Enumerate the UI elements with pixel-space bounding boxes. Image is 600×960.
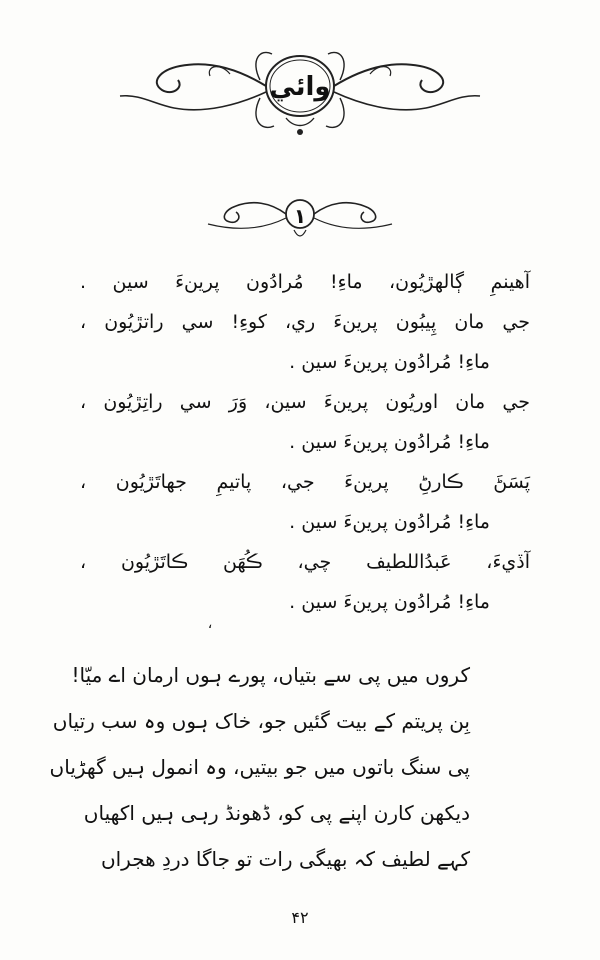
sindhi-verses [80, 262, 530, 622]
urdu-verse-line: دیکھن کارن اپنے پی کو، ڈھونڈ رہی ہیں اکھیاں [83, 801, 470, 825]
verse-line: پَسَڻَ ڪارڻِ پرينءَ جي، پاتيمِ جهاتَڙيُون ، [80, 471, 530, 493]
verse-line: آهينمِ ڳالھڙيُون، ماءِ! مُرادُون پرينءَ سين . [80, 271, 530, 293]
punctuation-mark: ، [207, 616, 213, 632]
urdu-verses [49, 652, 470, 882]
refrain-line: ماءِ! مُرادُون پرينءَ سين . [289, 591, 490, 613]
verse-line: آڏيءَ، عَبدُاللطيف چي، ڪُهَن ڪاتَڙيُون ، [80, 551, 530, 573]
verse-line: جي مان پِيبُون پرينءَ ري، کوءِ! سي راتڙيُون ، [80, 311, 530, 333]
refrain-line: ماءِ! مُرادُون پرينءَ سين . [289, 431, 490, 453]
urdu-verse-line: کروں میں پی سے بتیاں، پورے ہوں ارمان اے میّا! [71, 663, 470, 687]
section-number: ١ [293, 204, 307, 228]
verse-line: جي مان اوريُون پرينءَ سين، وَرَ سي راتِڙيُون ، [80, 391, 530, 413]
refrain-line: ماءِ! مُرادُون پرينءَ سين . [289, 511, 490, 533]
header-title: وائي [269, 72, 331, 102]
urdu-verse-line: بِن پریتم کے بیت گئیں جو، خاک ہوں وہ سب رتیاں [52, 709, 470, 733]
refrain-line: ماءِ! مُرادُون پرينءَ سين . [289, 351, 490, 373]
page-number: ۴۲ [291, 908, 309, 927]
urdu-verse-line: پی سنگ باتوں میں جو بیتیں، وہ انمول ہیں گھڑیاں [49, 755, 470, 779]
urdu-verse-line: کہے لطیف کہ بھیگی رات تو جاگا دردِ هجراں [100, 847, 470, 871]
